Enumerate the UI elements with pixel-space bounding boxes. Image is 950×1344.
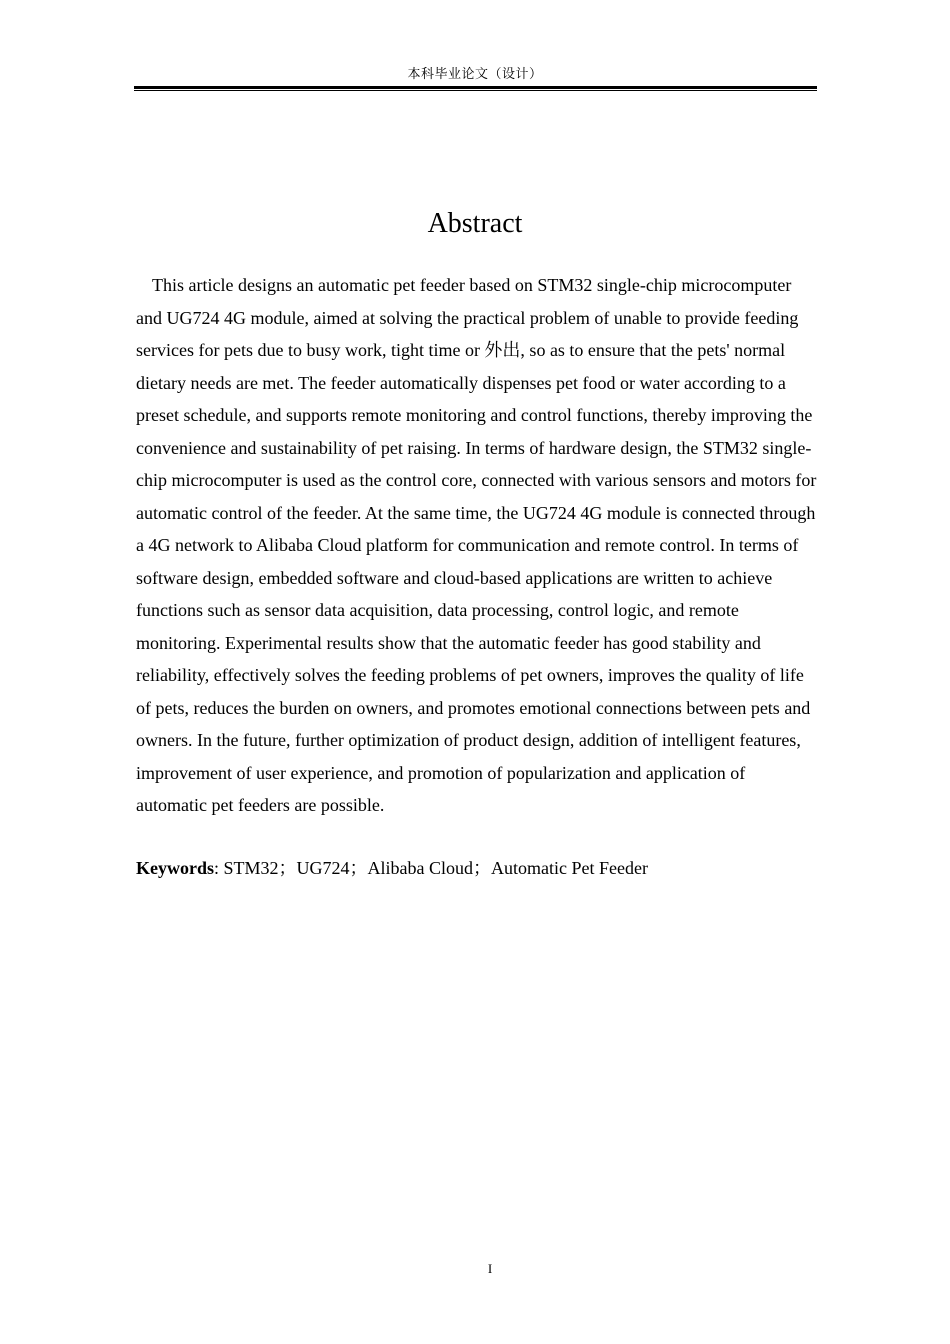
abstract-title: Abstract bbox=[427, 208, 523, 239]
header-rule-thin bbox=[134, 90, 817, 91]
keywords-line bbox=[136, 852, 820, 884]
running-header: 本科毕业论文（设计） bbox=[407, 67, 543, 82]
keywords-label: Keywords bbox=[136, 858, 214, 878]
header-rule bbox=[134, 86, 817, 89]
page-number: I bbox=[487, 1261, 493, 1276]
keywords-list: : STM32；UG724；Alibaba Cloud；Automatic Pet Feeder bbox=[214, 858, 648, 878]
abstract-body: This article designs an automatic pet feeder based on STM32 single-chip microcomputer and UG724 4G module, aimed at solving the practical problem of unable to provide feeding services for pets due to busy work, tight time or 外出, so as to ensure that the pets' normal dietary needs are met. The feeder automatically dispenses pet food or water according to a preset schedule, and supports remote monitoring and control functions, thereby improving the convenience and sustainability of pet raising. In terms of hardware design, the STM32 single-chip microcomputer is used as the control core, connected with various sensors and motors for automatic control of the feeder. At the same time, the UG724 4G module is connected through a 4G network to Alibaba Cloud platform for communication and remote control. In terms of software design, embedded software and cloud-based applications are written to achieve functions such as sensor data acquisition, data processing, control logic, and remote monitoring. Experimental results show that the automatic feeder has good stability and reliability, effectively solves the feeding problems of pet owners, improves the quality of life of pets, reduces the burden on owners, and promotes emotional connections between pets and owners. In the future, further optimization of product design, addition of intelligent features, improvement of user experience, and promotion of popularization and application of automatic pet feeders are possible. bbox=[136, 275, 817, 815]
